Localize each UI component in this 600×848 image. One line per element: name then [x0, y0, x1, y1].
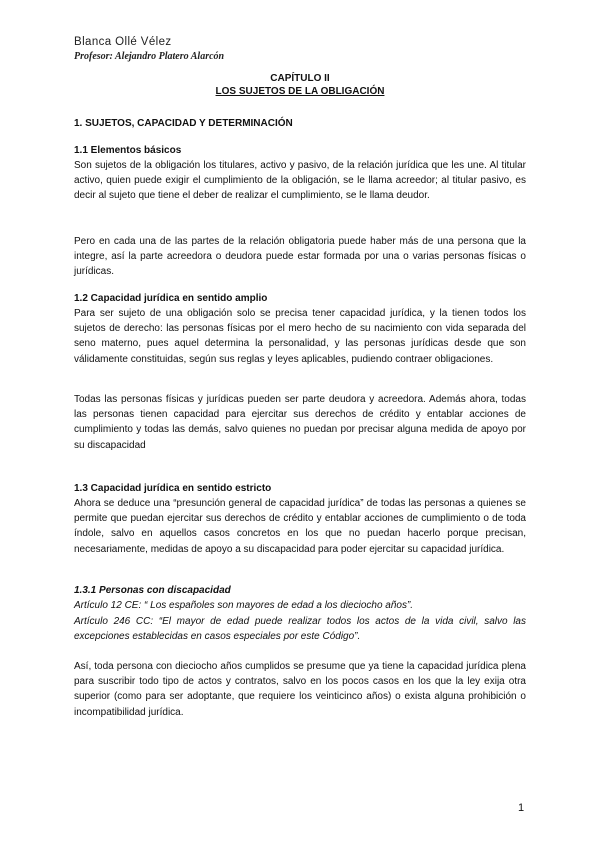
- paragraph-1-1-b: Pero en cada una de las partes de la relación obligatoria puede haber más de una persona que la integre, así la parte acreedora o deudora puede estar formada por una o varias personas físicas o jurídicas.: [74, 236, 526, 278]
- professor-name: Profesor: Alejandro Platero Alarcón: [74, 51, 225, 62]
- subsection-heading-1-1: 1.1 Elementos básicos: [74, 145, 182, 156]
- subsection-heading-1-2: 1.2 Capacidad jurídica en sentido amplio: [74, 293, 268, 304]
- paragraph-1-3-a: Ahora se deduce una “presunción general de capacidad jurídica” de todas las personas a quienes se permite que puedan ejercitar sus derechos de crédito y entablar acciones de cumplimiento o de toda índole, salvo en aquellos casos concretos en los que no puedan hacerlo porque precisan, necesariamente, medidas de apoyo a su discapacidad para poder ejercitar su capacidad jurídica.: [74, 498, 526, 555]
- subsection-heading-1-3: 1.3 Capacidad jurídica en sentido estricto: [74, 483, 272, 494]
- paragraph-1-1-a: Son sujetos de la obligación los titulares, activo y pasivo, de la relación jurídica que les une. Al titular activo, quien puede exigir el cumplimiento de la obligación, se le llama acreedor; al titular pasivo, es decir al sujeto que tiene el deber de realizar el cumplimiento, se le llama deudor.: [74, 160, 526, 202]
- subsection-heading-1-3-1: 1.3.1 Personas con discapacidad: [74, 585, 231, 596]
- page-number: 1: [518, 802, 525, 814]
- paragraph-1-2-b: Todas las personas físicas y jurídicas pueden ser parte deudora y acreedora. Además ahora, todas las personas tienen capacidad para ejercitar sus derechos de crédito y entablar acciones de cumplimiento y todas las demás, salvo quienes no puedan por precisar alguna medida de apoyo por su discapacidad: [74, 394, 526, 451]
- paragraph-1-3-1: Así, toda persona con dieciocho años cumplidos se presume que ya tiene la capacidad jurídica plena para suscribir todo tipo de actos y contratos, salvo en los pocos casos en los que la ley exija otra superior (como para ser adoptante, que requiere los veinticinco años) o exista alguna prohibición o incompatibilidad jurídica.: [74, 661, 526, 718]
- section-heading: 1. SUJETOS, CAPACIDAD Y DETERMINACIÓN: [74, 118, 293, 129]
- paragraph-1-2-a: Para ser sujeto de una obligación solo se precisa tener capacidad jurídica, y la tienen todos los sujetos de derecho: las personas físicas por el mero hecho de su nacimiento con vida separada del seno materno, pues aquel determina la personalidad, y las personas jurídicas desde que son válidamente constituidas, según sus reglas y leyes aplicables, pudiendo contraer obligaciones.: [74, 308, 526, 365]
- chapter-number: CAPÍTULO II: [270, 73, 330, 84]
- quote-article-12: Artículo 12 CE: “ Los españoles son mayores de edad a los dieciocho años”.: [74, 600, 414, 611]
- chapter-title: LOS SUJETOS DE LA OBLIGACIÓN: [215, 86, 385, 97]
- quote-article-246: Artículo 246 CC: “El mayor de edad puede realizar todos los actos de la vida civil, salvo las excepciones establecidas en casos especiales por este Código”.: [74, 616, 526, 643]
- author-name: Blanca Ollé Vélez: [74, 36, 172, 48]
